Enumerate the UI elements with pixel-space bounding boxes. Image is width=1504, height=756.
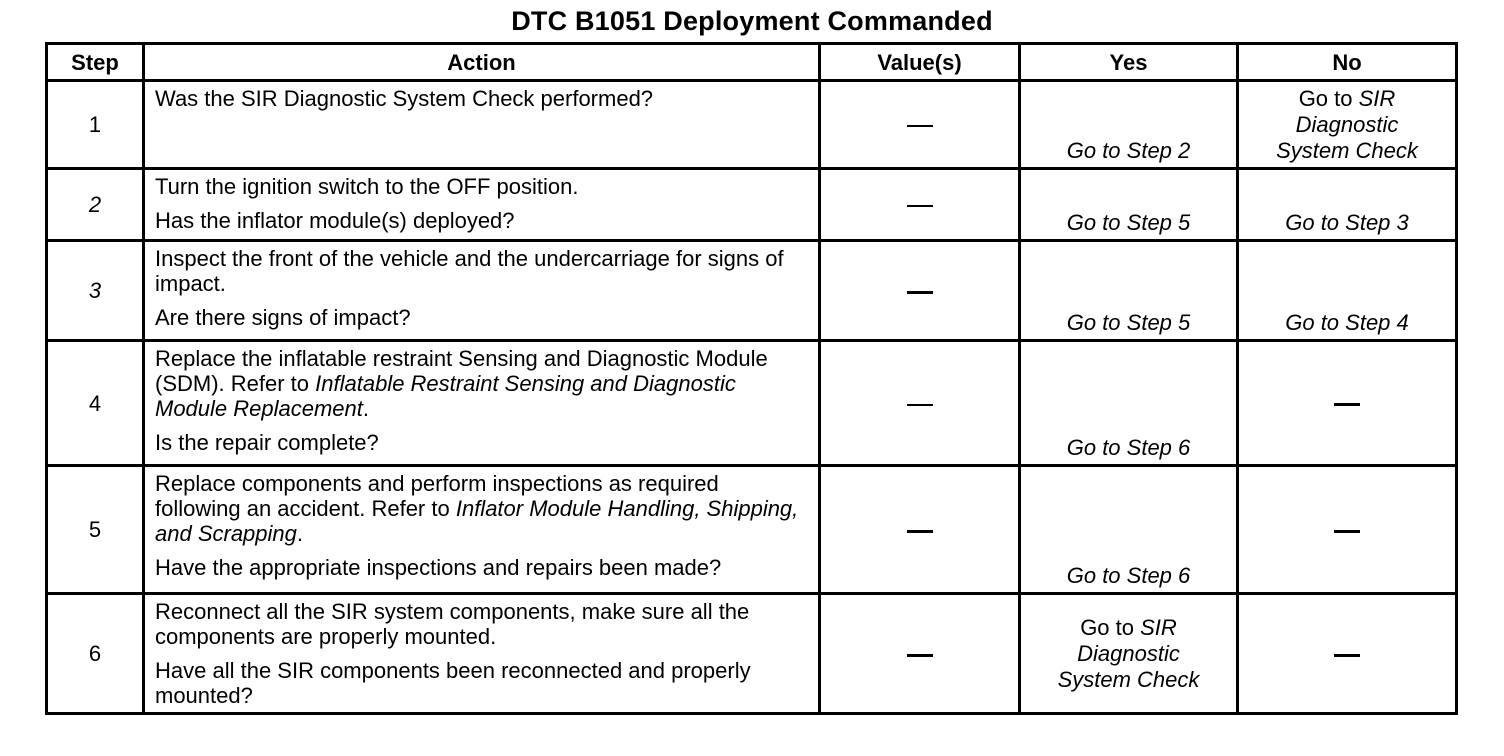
action-plain: Replace the inflatable restraint Sensing and Diagnostic Module (SDM). Refer to	[155, 346, 768, 396]
yes-cell	[1020, 594, 1238, 714]
value-cell	[820, 169, 1020, 241]
step-number: 1	[47, 81, 144, 169]
dash-mark	[907, 291, 933, 294]
step-number: 3	[47, 241, 144, 341]
dash-mark	[907, 125, 933, 127]
no-goto-ref-1: SIR	[1358, 85, 1396, 111]
action-question: Have the appropriate inspections and repairs been made?	[155, 555, 722, 580]
yes-goto-link[interactable]	[1021, 615, 1236, 641]
table-header-row	[47, 44, 1457, 81]
no-goto-link[interactable]: Go to Step 3	[1285, 210, 1409, 235]
yes-cell	[1020, 341, 1238, 466]
yes-goto-link[interactable]: Go to Step 2	[1066, 138, 1191, 163]
yes-goto-prefix: Go to	[1080, 614, 1134, 640]
action-text: Turn the ignition switch to the OFF position.	[155, 174, 579, 199]
action-end: .	[362, 396, 370, 421]
action-cell	[144, 594, 820, 714]
dash-mark	[907, 654, 933, 657]
value-cell	[820, 341, 1020, 466]
step-number: 4	[47, 341, 144, 466]
yes-goto-link[interactable]: Go to Step 5	[1066, 210, 1191, 235]
action-text: Reconnect all the SIR system components, make sure all the components are properly mounted.	[155, 599, 750, 649]
no-goto-link[interactable]: Go to Step 4	[1285, 310, 1409, 335]
yes-goto-ref-3[interactable]: System Check	[1057, 666, 1200, 692]
yes-goto-ref-1: SIR	[1140, 614, 1177, 640]
no-goto-ref-2[interactable]: Diagnostic	[1295, 111, 1399, 137]
action-text: Was the SIR Diagnostic System Check performed?	[155, 86, 654, 111]
page-title: DTC B1051 Deployment Commanded	[511, 6, 993, 36]
yes-cell	[1020, 169, 1238, 241]
action-text: Inspect the front of the vehicle and the undercarriage for signs of impact.	[155, 246, 784, 296]
action-question: Are there signs of impact?	[155, 305, 411, 330]
table-row	[47, 466, 1457, 594]
no-cell	[1238, 466, 1457, 594]
action-cell	[144, 81, 820, 169]
yes-goto-link[interactable]: Go to Step 6	[1066, 563, 1191, 588]
dash-mark	[907, 530, 933, 533]
yes-goto-link[interactable]: Go to Step 5	[1066, 310, 1191, 335]
procedure-reference-link[interactable]: Inflatable Restraint Sensing and Diagnostic Module Replacement	[155, 371, 736, 421]
table-row	[47, 241, 1457, 341]
header-value: Value(s)	[820, 44, 1020, 81]
action-cell	[144, 169, 820, 241]
diagnostic-table	[45, 42, 1458, 715]
action-question: Has the inflator module(s) deployed?	[155, 208, 515, 233]
header-step: Step	[47, 44, 144, 81]
header-no: No	[1238, 44, 1457, 81]
value-cell	[820, 466, 1020, 594]
no-cell	[1238, 241, 1457, 341]
yes-goto-link[interactable]: Go to Step 6	[1066, 435, 1191, 460]
no-goto-link[interactable]	[1239, 86, 1455, 112]
action-cell	[144, 241, 820, 341]
step-number: 5	[47, 466, 144, 594]
action-question: Is the repair complete?	[155, 430, 379, 455]
procedure-reference-link[interactable]: Inflator Module Handling, Shipping, and Scrapping	[155, 496, 799, 546]
no-goto-prefix: Go to	[1298, 85, 1353, 111]
value-cell	[820, 81, 1020, 169]
table-row	[47, 594, 1457, 714]
table-row	[47, 81, 1457, 169]
table-row	[47, 341, 1457, 466]
dash-mark	[1334, 654, 1360, 657]
action-question: Have all the SIR components been reconnected and properly mounted?	[155, 658, 751, 708]
no-cell	[1238, 594, 1457, 714]
no-goto-ref-3[interactable]: System Check	[1276, 137, 1418, 163]
action-text	[155, 346, 810, 421]
header-yes: Yes	[1020, 44, 1238, 81]
table-row	[47, 169, 1457, 241]
step-number: 2	[47, 169, 144, 241]
dash-mark	[907, 404, 933, 406]
no-cell	[1238, 341, 1457, 466]
header-action: Action	[144, 44, 820, 81]
dash-mark	[1334, 403, 1360, 406]
no-cell	[1238, 81, 1457, 169]
step-number: 6	[47, 594, 144, 714]
yes-goto-ref-2[interactable]: Diagnostic	[1077, 640, 1180, 666]
dash-mark	[907, 205, 933, 207]
yes-cell	[1020, 241, 1238, 341]
no-cell	[1238, 169, 1457, 241]
dash-mark	[1334, 530, 1360, 533]
value-cell	[820, 241, 1020, 341]
yes-cell	[1020, 466, 1238, 594]
action-end: .	[296, 521, 304, 546]
action-cell	[144, 341, 820, 466]
action-cell	[144, 466, 820, 594]
action-plain: Replace components and perform inspections as required following an accident. Refer to	[155, 471, 719, 521]
action-text	[155, 471, 810, 546]
value-cell	[820, 594, 1020, 714]
yes-cell	[1020, 81, 1238, 169]
